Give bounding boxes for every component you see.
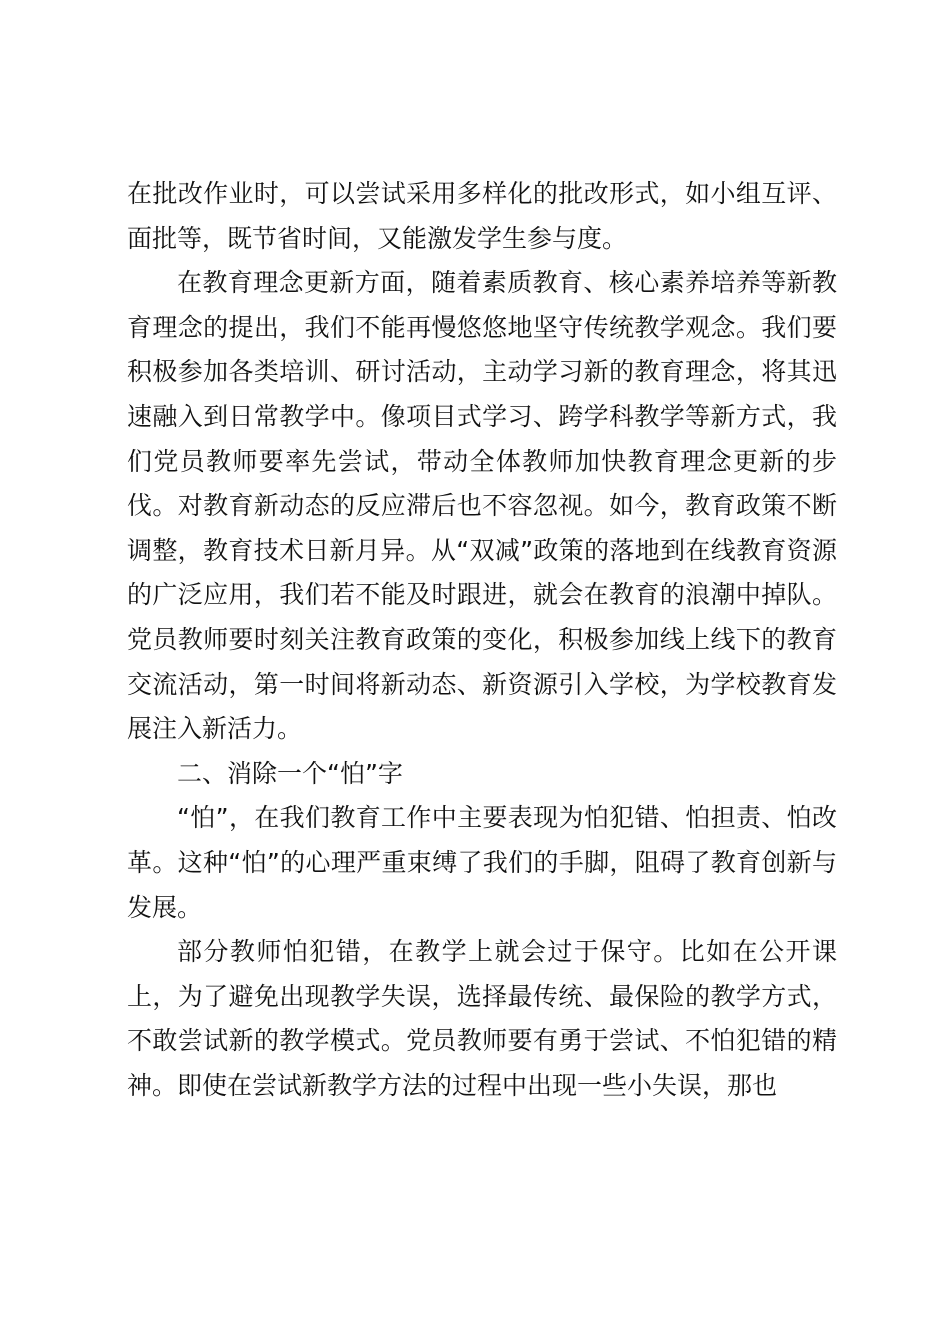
section-heading: 二、消除一个“怕”字 [177, 758, 403, 788]
paragraph-continuation: 在批改作业时，可以尝试采用多样化的批改形式，如小组互评、面批等，既节省时间，又能激发学生参与度。 [127, 179, 837, 253]
paragraph-fear-definition: “怕”，在我们教育工作中主要表现为怕犯错、怕担责、怕改革。这种“怕”的心理严重束缚了我们的手脚，阻碍了教育创新与发展。 [127, 803, 837, 922]
paragraph-fear-of-mistakes: 部分教师怕犯错，在教学上就会过于保守。比如在公开课上，为了避免出现教学失误，选择最传统、最保险的教学方式，不敢尝试新的教学模式。党员教师要有勇于尝试、不怕犯错的精神。即使在尝试新教学方法的过程中出现一些小失误，那也 [127, 937, 837, 1100]
document-body [127, 172, 837, 1108]
paragraph-education-concept: 在教育理念更新方面，随着素质教育、核心素养培养等新教育理念的提出，我们不能再慢悠悠地坚守传统教学观念。我们要积极参加各类培训、研讨活动，主动学习新的教育理念，将其迅速融入到日常教学中。像项目式学习、跨学科教学等新方式，我们党员教师要率先尝试，带动全体教师加快教育理念更新的步伐。对教育新动态的反应滞后也不容忽视。如今，教育政策不断调整，教育技术日新月异。从“双减”政策的落地到在线教育资源的广泛应用，我们若不能及时跟进，就会在教育的浪潮中掉队。党员教师要时刻关注教育政策的变化，积极参加线上线下的教育交流活动，第一时间将新动态、新资源引入学校，为学校教育发展注入新活力。 [127, 268, 837, 744]
